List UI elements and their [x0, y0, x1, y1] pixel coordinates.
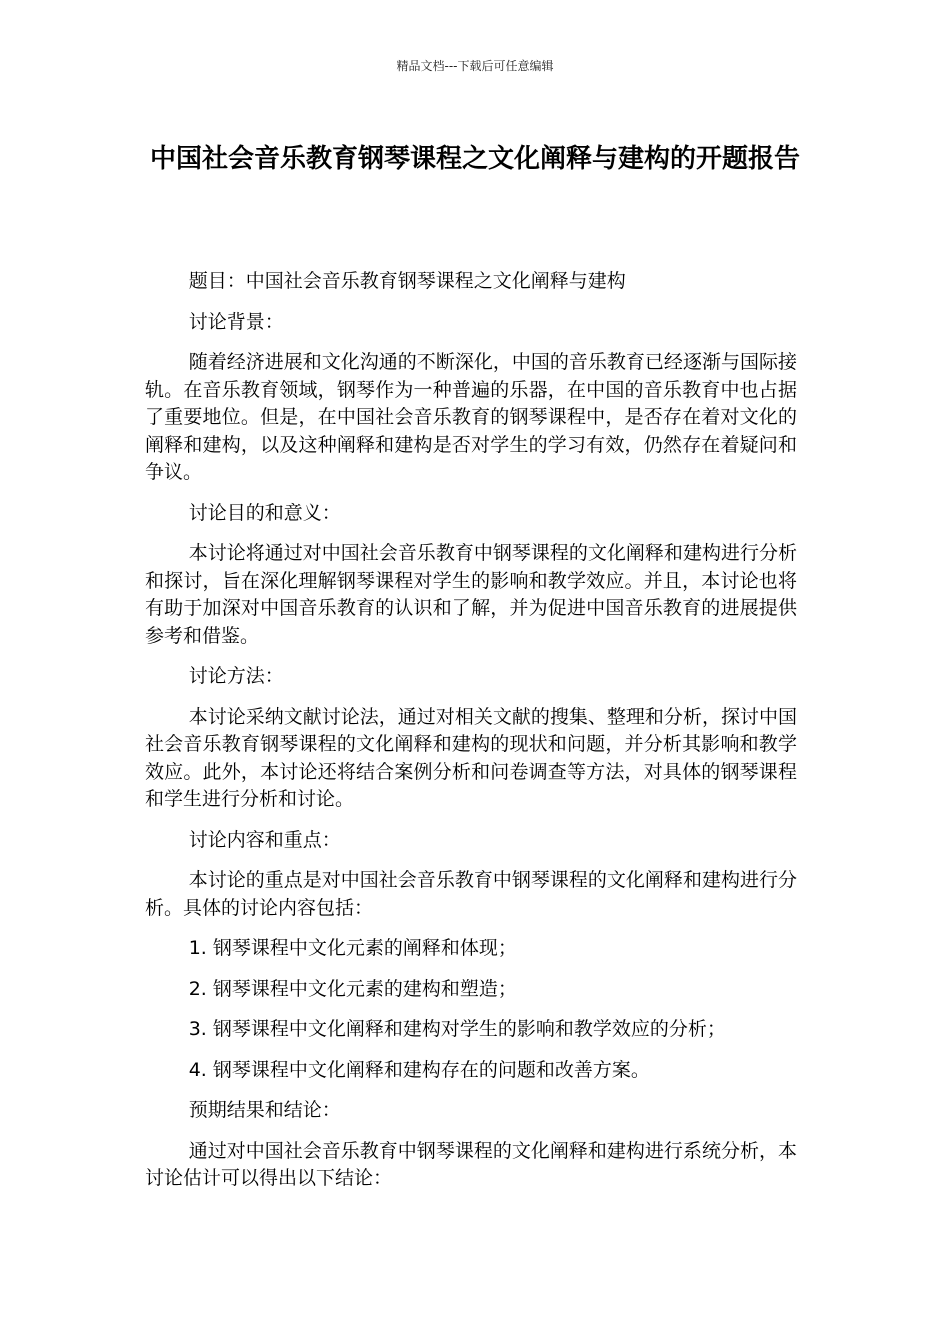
document-body	[145, 268, 797, 1206]
results-heading: 预期结果和结论：	[188, 1099, 341, 1121]
background-heading: 讨论背景：	[188, 310, 284, 333]
document-title: 中国社会音乐教育钢琴课程之文化阐释与建构的开题报告	[149, 144, 800, 174]
content-list-item: 1. 钢琴课程中文化元素的阐释和体现；	[188, 937, 517, 959]
results-paragraph: 通过对中国社会音乐教育中钢琴课程的文化阐释和建构进行系统分析，本讨论估计可以得出以下结论：	[145, 1139, 797, 1189]
background-paragraph: 随着经济进展和文化沟通的不断深化，中国的音乐教育已经逐渐与国际接轨。在音乐教育领域，钢琴作为一种普遍的乐器，在中国的音乐教育中也占据了重要地位。但是，在中国社会音乐教育的钢琴课程中，是否存在着对文化的阐释和建构，以及这种阐释和建构是否对学生的学习有效，仍然存在着疑问和争议。	[145, 351, 797, 483]
method-paragraph: 本讨论采纳文献讨论法，通过对相关文献的搜集、整理和分析，探讨中国社会音乐教育钢琴课程的文化阐释和建构的现状和问题，并分析其影响和教学效应。此外，本讨论还将结合案例分析和问卷调查等方法，对具体的钢琴课程和学生进行分析和讨论。	[145, 705, 797, 810]
content-heading: 讨论内容和重点：	[188, 828, 341, 851]
topic-line: 题目：中国社会音乐教育钢琴课程之文化阐释与建构	[188, 270, 626, 292]
content-list-item: 2. 钢琴课程中文化元素的建构和塑造；	[188, 977, 517, 1000]
content-list-item: 4. 钢琴课程中文化阐释和建构存在的问题和改善方案。	[188, 1058, 650, 1081]
purpose-heading: 讨论目的和意义：	[188, 501, 341, 524]
content-list-item: 3. 钢琴课程中文化阐释和建构对学生的影响和教学效应的分析；	[188, 1018, 726, 1040]
page-header: 精品文档---下载后可任意编辑	[396, 59, 554, 73]
method-heading: 讨论方法：	[188, 665, 284, 687]
purpose-paragraph: 本讨论将通过对中国社会音乐教育中钢琴课程的文化阐释和建构进行分析和探讨，旨在深化理解钢琴课程对学生的影响和教学效应。并且，本讨论也将有助于加深对中国音乐教育的认识和了解，并为促进中国音乐教育的进展提供参考和借鉴。	[145, 542, 797, 647]
content-paragraph: 本讨论的重点是对中国社会音乐教育中钢琴课程的文化阐释和建构进行分析。具体的讨论内容包括：	[145, 869, 797, 919]
